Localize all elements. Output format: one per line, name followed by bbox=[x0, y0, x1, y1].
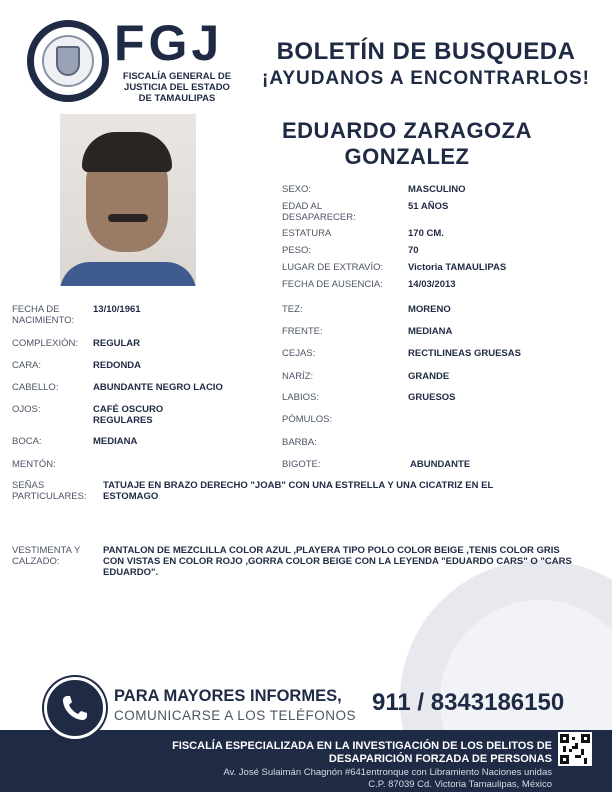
eyes-label: OJOS: bbox=[12, 404, 41, 415]
sex-label: SEXO: bbox=[282, 184, 312, 195]
skin-label: TEZ: bbox=[282, 304, 303, 315]
forehead-label: FRENTE: bbox=[282, 326, 323, 337]
clothing-value: PANTALON DE MEZCLILLA COLOR AZUL ,PLAYERA TIPO POLO COLOR BEIGE ,TENIS COLOR GRIS CON VISTAS EN COLOR ROJO ,GORRA COLOR BEIGE CON LA LEYENDA "EDUARDO CARS" O "CARS EDUARDO". bbox=[103, 545, 572, 578]
face-value: REDONDA bbox=[93, 360, 142, 371]
qr-code-icon bbox=[558, 732, 592, 766]
height-label: ESTATURA bbox=[282, 228, 332, 239]
weight-value: 70 bbox=[408, 245, 419, 256]
logo-subtitle: FISCALÍA GENERAL DE JUSTICIA DEL ESTADO DE TAMAULIPAS bbox=[122, 71, 232, 104]
shield-icon bbox=[56, 46, 80, 76]
nose-label: NARÍZ: bbox=[282, 371, 314, 382]
lips-value: GRUESOS bbox=[408, 392, 456, 403]
location-label: LUGAR DE EXTRAVÍO: bbox=[282, 262, 384, 273]
person-photo bbox=[60, 114, 196, 286]
contact-phone-number[interactable]: 911 / 8343186150 bbox=[372, 689, 565, 716]
height-value: 170 CM. bbox=[408, 228, 444, 239]
footer-address-line1: Av. José Sulaimán Chagnón #641entronque con Libramiento Naciones unidas bbox=[223, 767, 552, 778]
build-value: REGULAR bbox=[93, 338, 140, 349]
phone-icon bbox=[44, 677, 106, 739]
chin-label: MENTÓN: bbox=[12, 459, 56, 470]
birth-date-label: FECHA DE NACIMIENTO: bbox=[12, 304, 75, 326]
weight-label: PESO: bbox=[282, 245, 312, 256]
photo-hair bbox=[82, 132, 172, 172]
mouth-value: MEDIANA bbox=[93, 436, 138, 447]
age-value: 51 AÑOS bbox=[408, 201, 449, 212]
absence-date-value: 14/03/2013 bbox=[408, 279, 456, 290]
mouth-label: BOCA: bbox=[12, 436, 42, 447]
photo-mustache bbox=[108, 214, 148, 222]
eyebrows-value: RECTILINEAS GRUESAS bbox=[408, 348, 521, 359]
logo-text: FGJ bbox=[114, 15, 224, 71]
face-label: CARA: bbox=[12, 360, 42, 371]
lips-label: LABIOS: bbox=[282, 392, 319, 403]
absence-date-label: FECHA DE AUSENCIA: bbox=[282, 279, 383, 290]
beard-label: BARBA: bbox=[282, 437, 317, 448]
mustache-value: ABUNDANTE bbox=[410, 459, 471, 470]
mustache-label: BIGOTE: bbox=[282, 459, 321, 470]
footer-address-line2: C.P. 87039 Cd. Victoria Tamaulipas, México bbox=[368, 779, 552, 790]
forehead-value: MEDIANA bbox=[408, 326, 453, 337]
bulletin-title: BOLETÍN DE BUSQUEDA bbox=[276, 38, 576, 65]
birth-date-value: 13/10/1961 bbox=[93, 304, 141, 315]
nose-value: GRANDE bbox=[408, 371, 450, 382]
footer-agency-line2: DESAPARICIÓN FORZADA DE PERSONAS bbox=[328, 753, 552, 765]
bulletin-subtitle: ¡AYUDANOS A ENCONTRARLOS! bbox=[262, 68, 590, 89]
location-value: Victoria TAMAULIPAS bbox=[408, 262, 507, 273]
hair-value: ABUNDANTE NEGRO LACIO bbox=[93, 382, 223, 393]
contact-subheading: COMUNICARSE A LOS TELÉFONOS bbox=[114, 708, 357, 723]
eyebrows-label: CEJAS: bbox=[282, 348, 316, 359]
cheekbones-label: PÓMULOS: bbox=[282, 414, 333, 425]
clothing-label: VESTIMENTA Y CALZADO: bbox=[12, 545, 81, 567]
qr-pattern bbox=[560, 734, 590, 764]
marks-value: TATUAJE EN BRAZO DERECHO "JOAB" CON UNA ESTRELLA Y UNA CICATRIZ EN EL ESTOMAGO bbox=[103, 480, 494, 502]
marks-label: SEÑAS PARTICULARES: bbox=[12, 480, 87, 502]
fgj-logo-seal bbox=[27, 20, 109, 102]
person-name: EDUARDO ZARAGOZA GONZALEZ bbox=[282, 118, 532, 169]
footer-agency-line1: FISCALÍA ESPECIALIZADA EN LA INVESTIGACIÓN DE LOS DELITOS DE bbox=[172, 740, 552, 752]
contact-heading: PARA MAYORES INFORMES, bbox=[114, 687, 342, 705]
age-label: EDAD AL DESAPARECER: bbox=[282, 201, 356, 223]
phone-glyph bbox=[59, 692, 91, 724]
seal-inner bbox=[42, 35, 94, 87]
skin-value: MORENO bbox=[408, 304, 451, 315]
build-label: COMPLEXIÓN: bbox=[12, 338, 78, 349]
sex-value: MASCULINO bbox=[408, 184, 466, 195]
hair-label: CABELLO: bbox=[12, 382, 59, 393]
photo-shirt bbox=[60, 262, 196, 286]
eyes-value: CAFÉ OSCURO REGULARES bbox=[93, 404, 164, 426]
